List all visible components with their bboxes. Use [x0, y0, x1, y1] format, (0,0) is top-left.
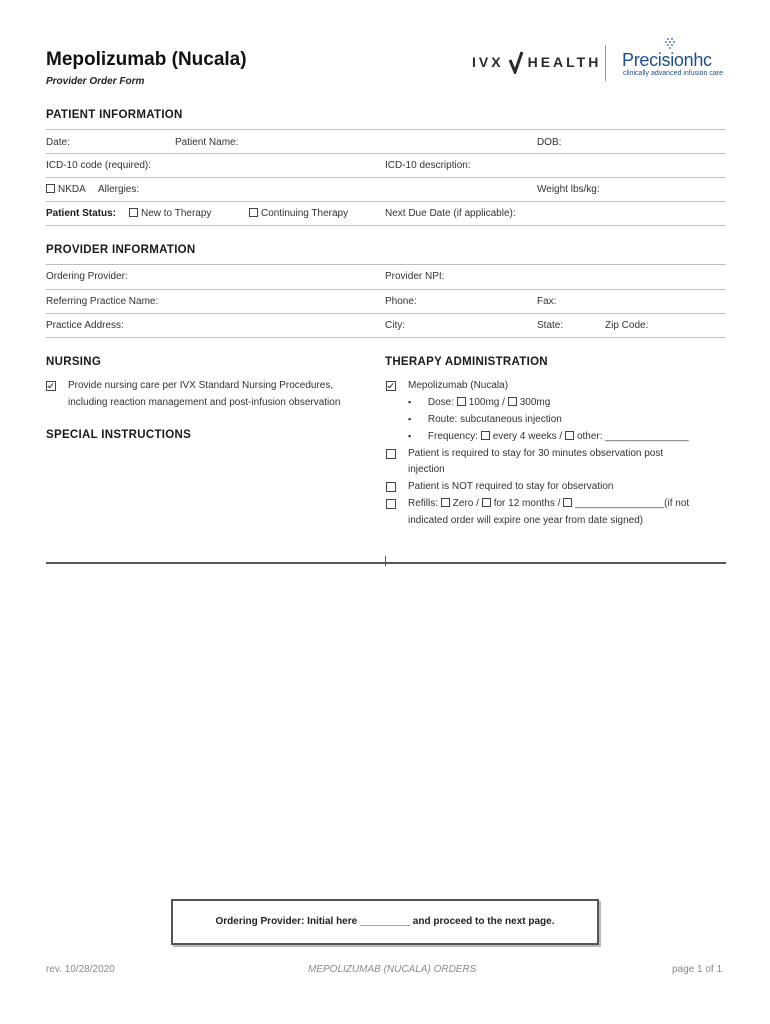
phone-field[interactable]: Phone:: [385, 296, 417, 307]
dob-field[interactable]: DOB:: [537, 137, 562, 148]
allergies-field[interactable]: Allergies:: [98, 184, 140, 195]
special-instructions-heading: SPECIAL INSTRUCTIONS: [46, 429, 192, 441]
refills-other-field[interactable]: ________________(if not: [575, 498, 690, 509]
mepolizumab-checkbox[interactable]: [386, 381, 396, 391]
revision-date: rev. 10/28/2020: [46, 964, 115, 975]
divider: [46, 289, 726, 290]
divider: [46, 201, 726, 202]
dose-row: [408, 397, 550, 408]
ordering-provider-field[interactable]: Ordering Provider:: [46, 271, 128, 282]
date-field[interactable]: Date:: [46, 137, 70, 148]
provider-info-heading: PROVIDER INFORMATION: [46, 244, 196, 256]
zip-code-field[interactable]: Zip Code:: [605, 320, 649, 331]
frequency-label: Frequency:: [427, 431, 478, 442]
divider: [46, 264, 726, 265]
refills-12-months-checkbox[interactable]: [482, 498, 491, 507]
form-title: Mepolizumab (Nucala): [46, 49, 247, 70]
bullet-icon: ▪: [408, 414, 412, 424]
patient-name-field[interactable]: Patient Name:: [175, 137, 239, 148]
column-divider: [385, 556, 386, 566]
route-text: Route: subcutaneous injection: [427, 414, 562, 425]
icd10-code-field[interactable]: ICD-10 code (required):: [46, 160, 152, 171]
drug-name: Mepolizumab (Nucala): [408, 380, 509, 391]
dose-100mg-label: 100mg /: [468, 397, 505, 408]
dose-300mg-checkbox[interactable]: [508, 397, 517, 406]
continuing-therapy-label: Continuing Therapy: [261, 208, 349, 219]
nkda-checkbox[interactable]: [46, 184, 86, 195]
next-due-date-field[interactable]: Next Due Date (if applicable):: [385, 208, 516, 219]
observation-not-required-checkbox[interactable]: [386, 482, 396, 492]
checkbox-icon: [249, 208, 258, 217]
form-subtitle: Provider Order Form: [46, 76, 145, 87]
refills-zero-checkbox[interactable]: [441, 498, 450, 507]
referring-practice-field[interactable]: Referring Practice Name:: [46, 296, 159, 307]
practice-address-field[interactable]: Practice Address:: [46, 320, 124, 331]
patient-info-heading: PATIENT INFORMATION: [46, 109, 183, 121]
icd10-description-field[interactable]: ICD-10 description:: [385, 160, 471, 171]
nursing-care-text-2: including reaction management and post-infusion observation: [68, 397, 341, 408]
refills-note: indicated order will expire one year from date signed): [408, 515, 644, 526]
nursing-heading: NURSING: [46, 356, 102, 368]
refills-zero-label: Zero /: [452, 498, 479, 509]
observation-not-required-text: Patient is NOT required to stay for observation: [408, 481, 614, 492]
new-to-therapy-label: New to Therapy: [141, 208, 212, 219]
precisionhc-tagline: clinically advanced infusion care: [623, 70, 723, 77]
route-row: [408, 414, 562, 425]
new-to-therapy-checkbox[interactable]: [129, 208, 211, 219]
nursing-care-text: Provide nursing care per IVX Standard Nursing Procedures,: [68, 380, 334, 391]
frequency-4-weeks-checkbox[interactable]: [481, 431, 490, 440]
divider: [46, 177, 726, 178]
observation-required-text: Patient is required to stay for 30 minutes observation post: [408, 448, 664, 459]
page-number: page 1 of 1: [672, 964, 723, 975]
weight-field[interactable]: Weight lbs/kg:: [537, 184, 600, 195]
divider: [46, 129, 726, 130]
nkda-label: NKDA: [58, 184, 86, 195]
footer-doc-title: MEPOLIZUMAB (NUCALA) ORDERS: [308, 964, 477, 975]
provider-npi-field[interactable]: Provider NPI:: [385, 271, 445, 282]
refills-row: [408, 498, 689, 509]
patient-status-label: Patient Status:: [46, 208, 117, 219]
bullet-icon: ▪: [408, 431, 412, 441]
dose-100mg-checkbox[interactable]: [457, 397, 466, 406]
frequency-4-weeks-label: every 4 weeks /: [492, 431, 563, 442]
therapy-admin-heading: THERAPY ADMINISTRATION: [385, 356, 548, 368]
dose-label: Dose:: [427, 397, 454, 408]
initial-here-text: Ordering Provider: Initial here _________ and proceed to the next page.: [215, 916, 555, 927]
precisionhc-logo: Precisionhc: [622, 50, 712, 70]
divider: [46, 225, 726, 226]
logo-divider: [605, 45, 606, 81]
refills-label: Refills:: [408, 498, 439, 509]
observation-required-text-2: injection: [408, 464, 445, 475]
observation-required-checkbox[interactable]: [386, 449, 396, 459]
ivx-logo-text: IVX: [472, 54, 504, 70]
initial-here-box[interactable]: [171, 899, 599, 945]
ivx-health-logo: [472, 50, 601, 74]
city-field[interactable]: City:: [385, 320, 405, 331]
health-logo-text: HEALTH: [527, 54, 602, 70]
frequency-other-field[interactable]: other: _______________: [576, 431, 689, 442]
refills-12-months-label: for 12 months /: [493, 498, 561, 509]
bullet-icon: ▪: [408, 397, 412, 407]
divider: [46, 313, 726, 314]
checkbox-icon: [46, 184, 55, 193]
nursing-care-checkbox[interactable]: [46, 381, 56, 391]
ivx-check-icon: [508, 50, 524, 74]
checkbox-icon: [129, 208, 138, 217]
dose-300mg-label: 300mg: [519, 397, 551, 408]
refills-checkbox[interactable]: [386, 499, 396, 509]
continuing-therapy-checkbox[interactable]: [249, 208, 348, 219]
divider: [46, 337, 726, 338]
state-field[interactable]: State:: [537, 320, 564, 331]
fax-field[interactable]: Fax:: [537, 296, 557, 307]
frequency-row: [408, 431, 689, 442]
section-bottom-rule: [46, 562, 726, 564]
divider: [46, 153, 726, 154]
frequency-other-checkbox[interactable]: [565, 431, 574, 440]
refills-other-checkbox[interactable]: [563, 498, 572, 507]
